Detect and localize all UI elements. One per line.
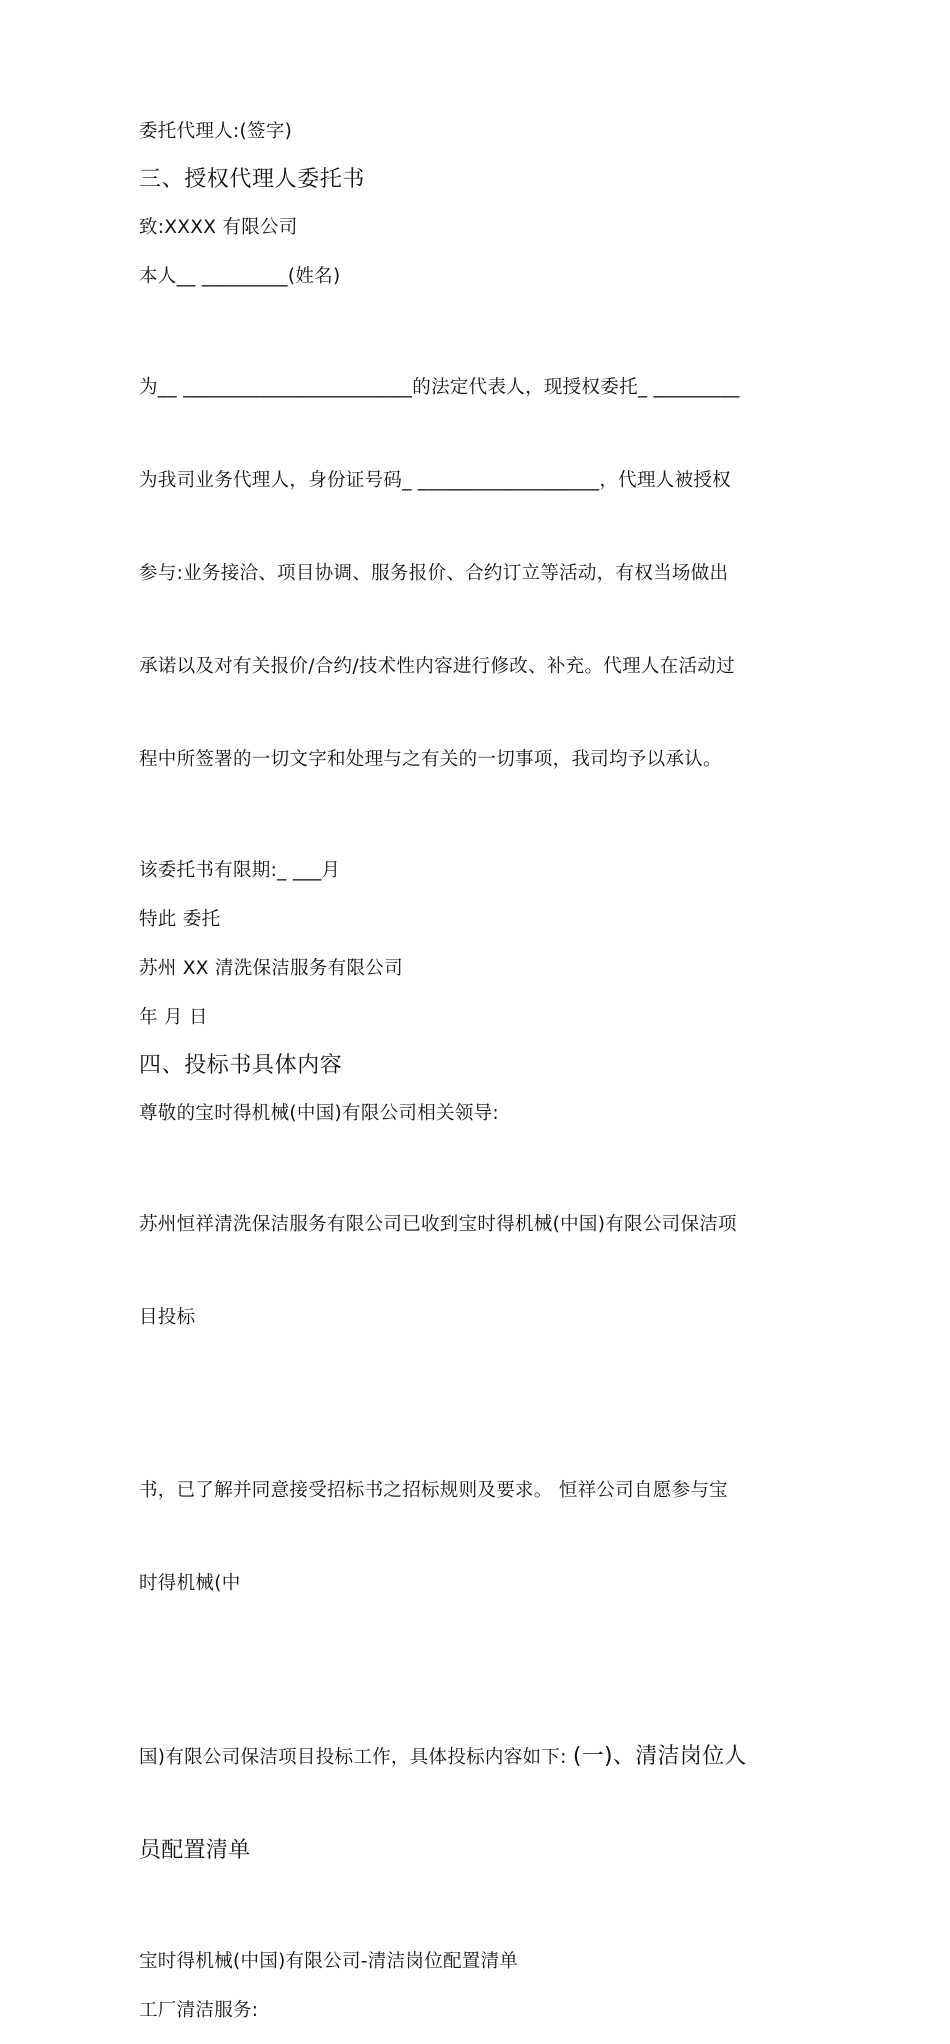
- subsection-heading-inline: (一)、清洁岗位人: [572, 1744, 747, 1769]
- bid-paragraph-3: [139, 1679, 819, 1928]
- company-signoff: 苏州 XX 清洗保洁服务有限公司: [139, 958, 403, 979]
- paragraph-line: 目投标: [139, 1307, 196, 1328]
- salutation-line: 尊敬的宝时得机械(中国)有限公司相关领导:: [139, 1103, 499, 1124]
- validity-line: 该委托书有限期:_ ___月: [139, 860, 341, 881]
- authorization-line: 程中所签署的一切文字和处理与之有关的一切事项，我司均予以承认。: [139, 749, 722, 770]
- configuration-list-title: 宝时得机械(中国)有限公司-清洁岗位配置清单: [139, 1951, 519, 1972]
- special-entrust-line: 特此 委托: [139, 909, 221, 930]
- factory-cleaning-service-label: 工厂清洁服务:: [139, 2000, 259, 2021]
- section-3-heading: 三、授权代理人委托书: [139, 167, 366, 192]
- document-page: [139, 116, 819, 2044]
- paragraph-line: 书，已了解并同意接受招标书之招标规则及要求。 恒祥公司自愿参与宝: [139, 1480, 728, 1501]
- authorization-line: 为我司业务代理人，身份证号码_ ___________________，代理人被授权: [139, 470, 731, 491]
- subsection-heading-continuation: 员配置清单: [139, 1838, 251, 1863]
- authorization-line: 参与:业务接洽、项目协调、服务报价、合约订立等活动，有权当场做出: [139, 563, 729, 584]
- date-line: 年 月 日: [139, 1007, 208, 1028]
- addressee-line: 致:XXXX 有限公司: [139, 217, 298, 238]
- paragraph-line: 时得机械(中: [139, 1573, 241, 1594]
- paragraph-line: [139, 1741, 819, 1773]
- authorization-line: 为__ ________________________的法定代表人，现授权委托_ _________: [139, 377, 740, 398]
- bid-paragraph-1: [139, 1147, 819, 1395]
- paragraph-line: 苏州恒祥清洗保洁服务有限公司已收到宝时得机械(中国)有限公司保洁项: [139, 1214, 737, 1235]
- authorization-paragraph: [139, 310, 819, 837]
- bid-paragraph-2: [139, 1413, 819, 1661]
- principal-name-line: 本人__ _________(姓名): [139, 266, 341, 287]
- section-4-heading: 四、投标书具体内容: [139, 1053, 343, 1078]
- authorization-line: 承诺以及对有关报价/合约/技术性内容进行修改、补充。代理人在活动过: [139, 656, 735, 677]
- paragraph-text: 国)有限公司保洁项目投标工作，具体投标内容如下:: [139, 1747, 573, 1768]
- signature-line: 委托代理人:(签字): [139, 121, 293, 142]
